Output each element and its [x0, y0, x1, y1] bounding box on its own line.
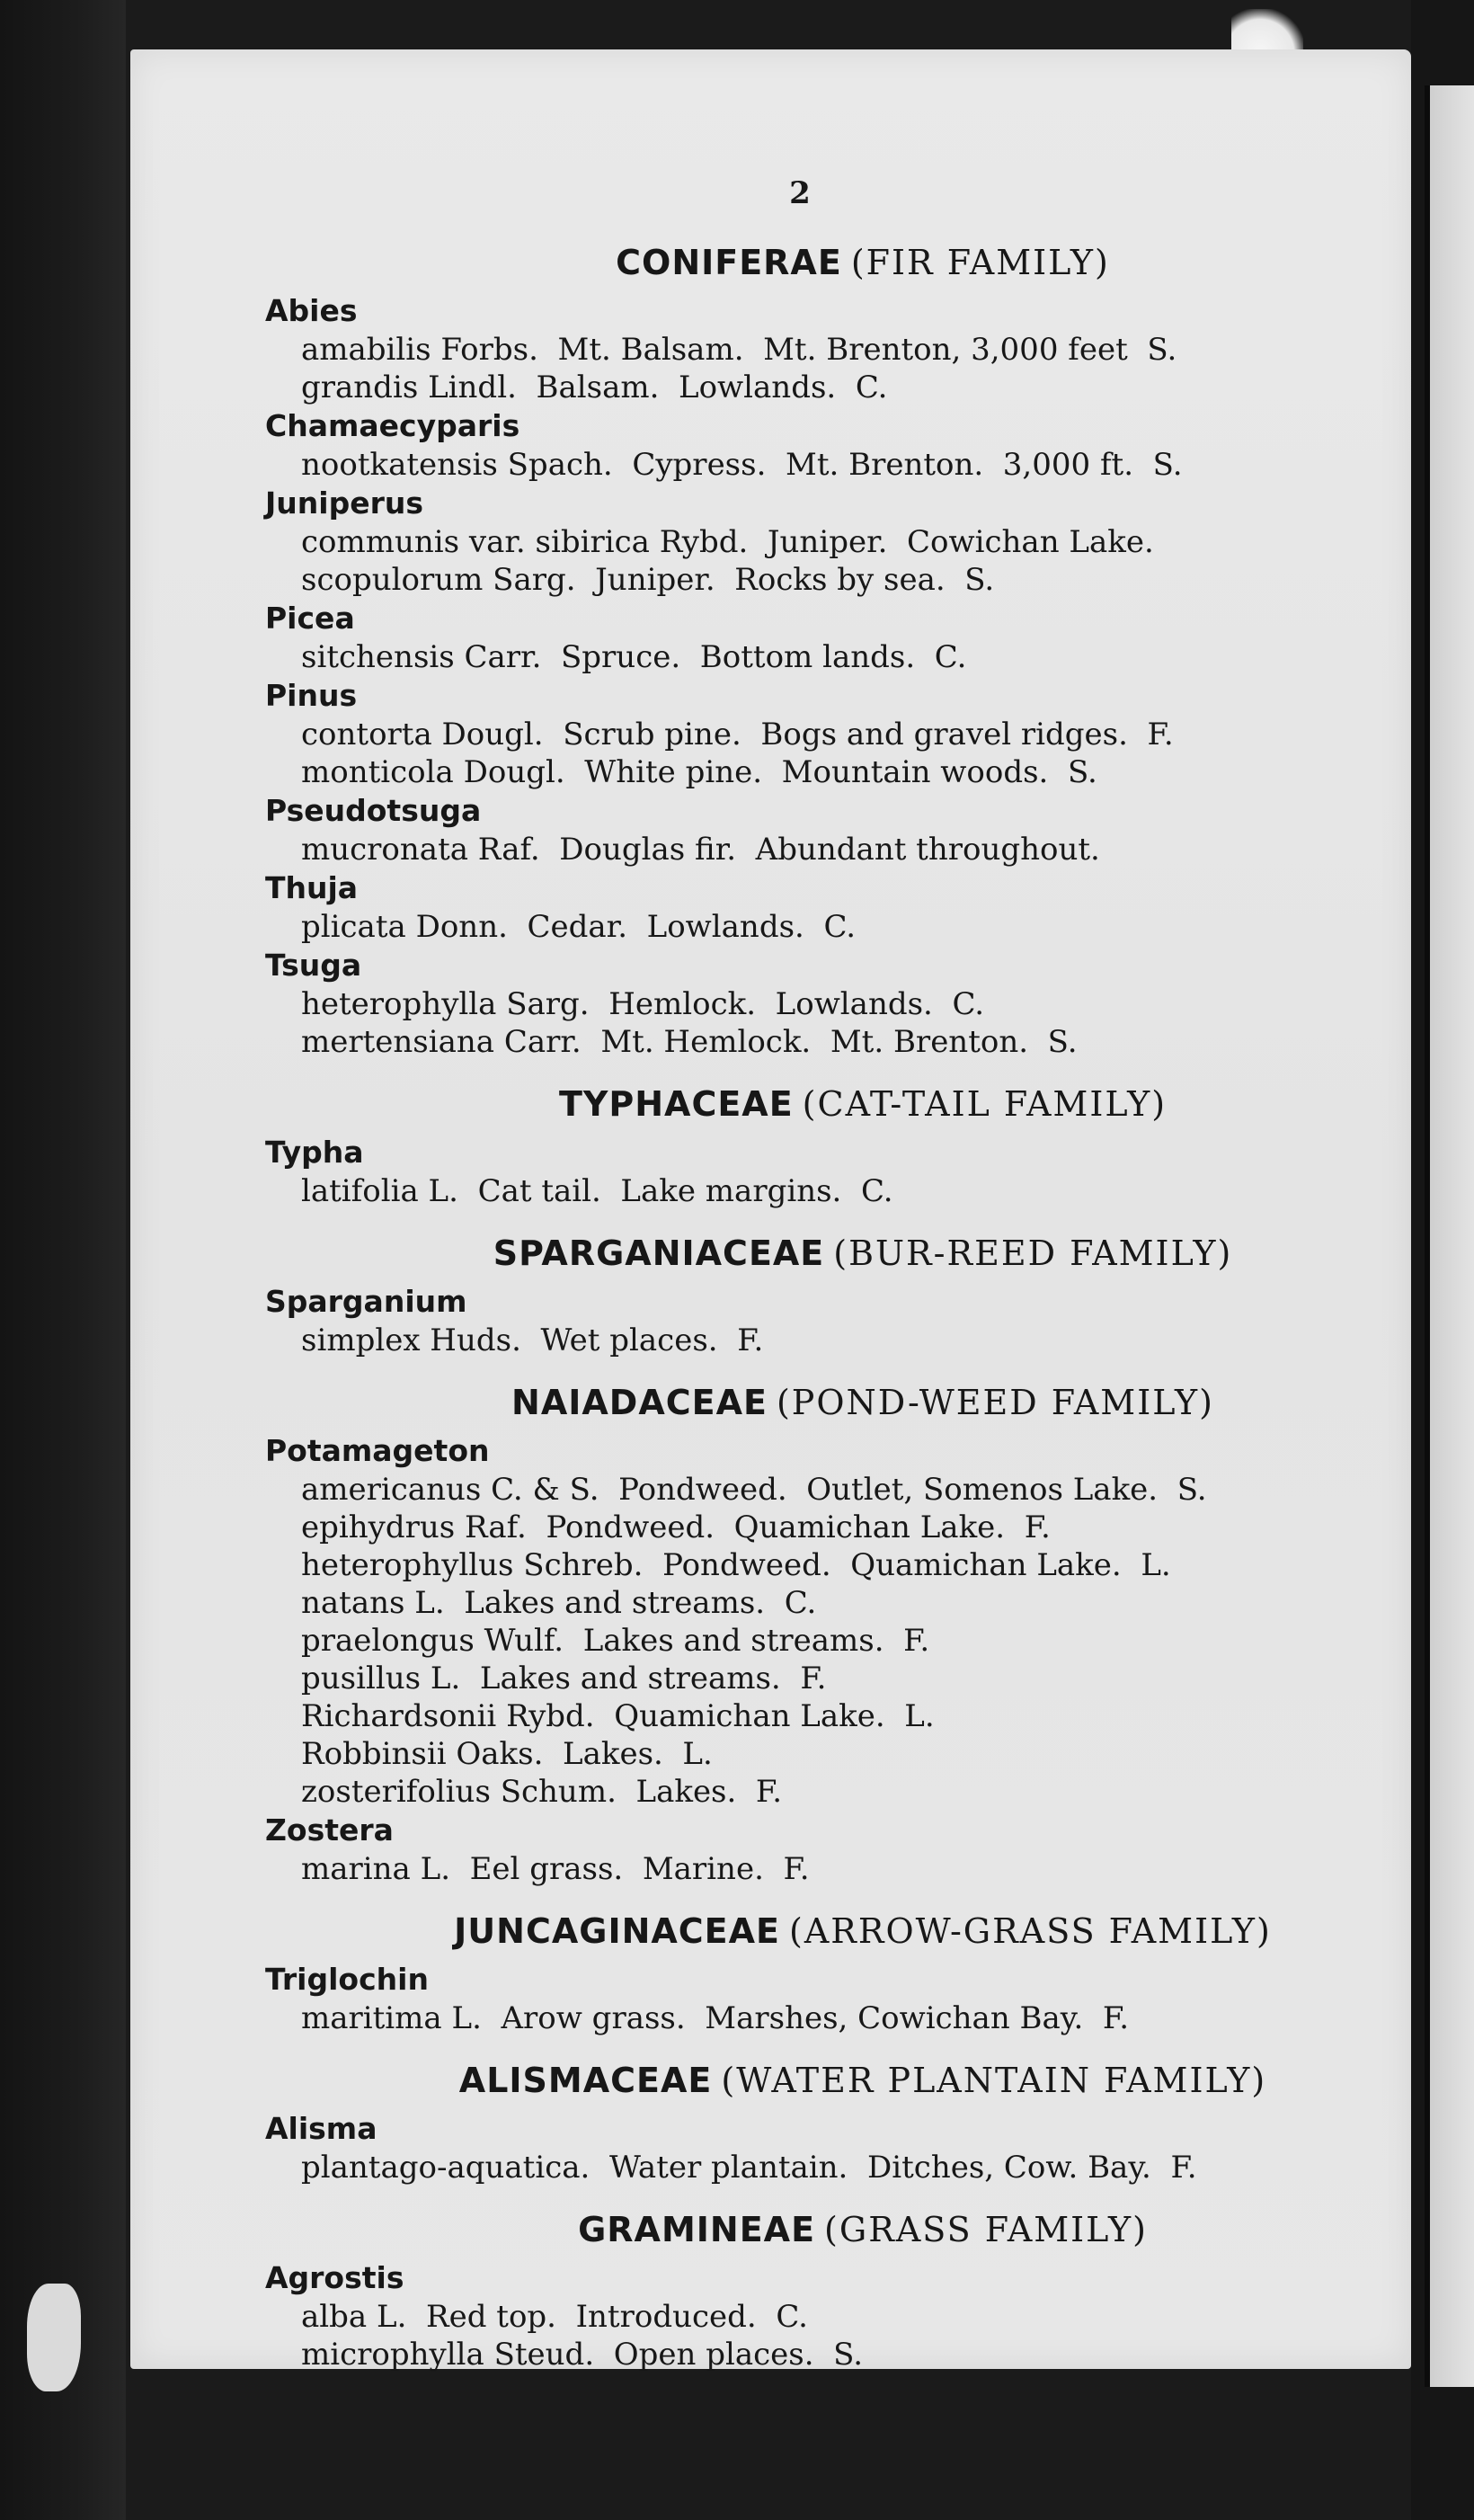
- family-name: JUNCAGINACEAE: [454, 1911, 781, 1951]
- genus-name: Potamageton: [265, 1433, 490, 1468]
- species-entry: plantago-aquatica. Water plantain. Ditches, Cow. Bay. F.: [301, 2150, 1197, 2186]
- species-entry: scopulorum Sarg. Juniper. Rocks by sea. S.: [301, 562, 995, 598]
- document-page: [130, 49, 1411, 2373]
- species-entry: natans L. Lakes and streams. C.: [301, 1585, 817, 1621]
- family-common-name: (FIR FAMILY): [850, 243, 1110, 282]
- genus-name: Alisma: [265, 2111, 377, 2146]
- family-heading: [265, 1233, 1461, 1273]
- species-entry: grandis Lindl. Balsam. Lowlands. C.: [301, 370, 888, 405]
- genus-name: Pseudotsuga: [265, 793, 482, 828]
- scan-artifact-tag: [27, 2284, 81, 2391]
- genus-name: Thuja: [265, 870, 359, 905]
- species-entry: mucronata Raf. Douglas fir. Abundant throughout.: [301, 832, 1100, 868]
- genus-name: Juniperus: [265, 485, 423, 521]
- species-entry: simplex Huds. Wet places. F.: [301, 1322, 764, 1358]
- species-entry: amabilis Forbs. Mt. Balsam. Mt. Brenton, 3,000 feet S.: [301, 332, 1177, 368]
- species-entry: alba L. Red top. Introduced. C.: [301, 2299, 808, 2335]
- species-entry: contorta Dougl. Scrub pine. Bogs and gravel ridges. F.: [301, 717, 1174, 752]
- species-entry: mertensiana Carr. Mt. Hemlock. Mt. Brenton. S.: [301, 1024, 1078, 1060]
- species-entry: Richardsonii Rybd. Quamichan Lake. L.: [301, 1698, 935, 1734]
- species-entry: zosterifolius Schum. Lakes. F.: [301, 1774, 783, 1810]
- family-heading: [265, 1084, 1461, 1124]
- family-heading: [265, 1383, 1461, 1422]
- page-number: 2: [789, 175, 811, 211]
- species-entry: pusillus L. Lakes and streams. F.: [301, 1661, 827, 1696]
- family-heading: [265, 2210, 1461, 2249]
- species-entry: epihydrus Raf. Pondweed. Quamichan Lake. F.: [301, 1509, 1051, 1545]
- genus-name: Typha: [265, 1135, 364, 1170]
- genus-name: Zostera: [265, 1812, 394, 1848]
- genus-name: Picea: [265, 601, 355, 636]
- species-entry: nootkatensis Spach. Cypress. Mt. Brenton. 3,000 ft. S.: [301, 447, 1183, 483]
- family-name: GRAMINEAE: [578, 2210, 816, 2249]
- family-name: SPARGANIACEAE: [493, 1233, 825, 1273]
- family-common-name: (BUR-REED FAMILY): [833, 1233, 1233, 1273]
- family-common-name: (POND-WEED FAMILY): [776, 1383, 1214, 1422]
- family-name: ALISMACEAE: [458, 2061, 713, 2100]
- genus-name: Chamaecyparis: [265, 408, 520, 443]
- species-entry: latifolia L. Cat tail. Lake margins. C.: [301, 1173, 893, 1209]
- species-entry: maritima L. Arow grass. Marshes, Cowichan Bay. F.: [301, 2000, 1130, 2036]
- species-entry: heterophylla Sarg. Hemlock. Lowlands. C.: [301, 986, 985, 1022]
- genus-name: Sparganium: [265, 1284, 467, 1319]
- genus-name: Tsuga: [265, 948, 362, 983]
- species-entry: communis var. sibirica Rybd. Juniper. Cowichan Lake.: [301, 524, 1154, 560]
- species-entry: Robbinsii Oaks. Lakes. L.: [301, 1736, 713, 1772]
- species-list: [265, 243, 1461, 2373]
- species-entry: monticola Dougl. White pine. Mountain woods. S.: [301, 754, 1097, 790]
- family-name: NAIADACEAE: [511, 1383, 768, 1422]
- genus-name: Abies: [265, 293, 358, 328]
- family-heading: [265, 243, 1461, 282]
- species-entry: sitchensis Carr. Spruce. Bottom lands. C.: [301, 639, 967, 675]
- genus-name: Pinus: [265, 678, 358, 713]
- scan-background-left: [0, 0, 126, 2520]
- species-entry: heterophyllus Schreb. Pondweed. Quamichan Lake. L.: [301, 1547, 1171, 1583]
- family-common-name: (ARROW-GRASS FAMILY): [789, 1911, 1272, 1951]
- family-heading: [265, 1911, 1461, 1951]
- family-common-name: (CAT-TAIL FAMILY): [802, 1084, 1168, 1124]
- family-name: CONIFERAE: [616, 243, 842, 282]
- species-entry: praelongus Wulf. Lakes and streams. F.: [301, 1623, 930, 1659]
- species-entry: plicata Donn. Cedar. Lowlands. C.: [301, 909, 857, 945]
- genus-name: Triglochin: [265, 1962, 429, 1997]
- family-common-name: (GRASS FAMILY): [824, 2210, 1148, 2249]
- genus-name: Agrostis: [265, 2260, 404, 2295]
- species-entry: microphylla Steud. Open places. S.: [301, 2337, 864, 2373]
- family-heading: [265, 2061, 1461, 2100]
- species-entry: americanus C. & S. Pondweed. Outlet, Somenos Lake. S.: [301, 1472, 1207, 1508]
- family-common-name: (WATER PLANTAIN FAMILY): [721, 2061, 1267, 2100]
- family-name: TYPHACEAE: [558, 1084, 794, 1124]
- species-entry: marina L. Eel grass. Marine. F.: [301, 1851, 810, 1887]
